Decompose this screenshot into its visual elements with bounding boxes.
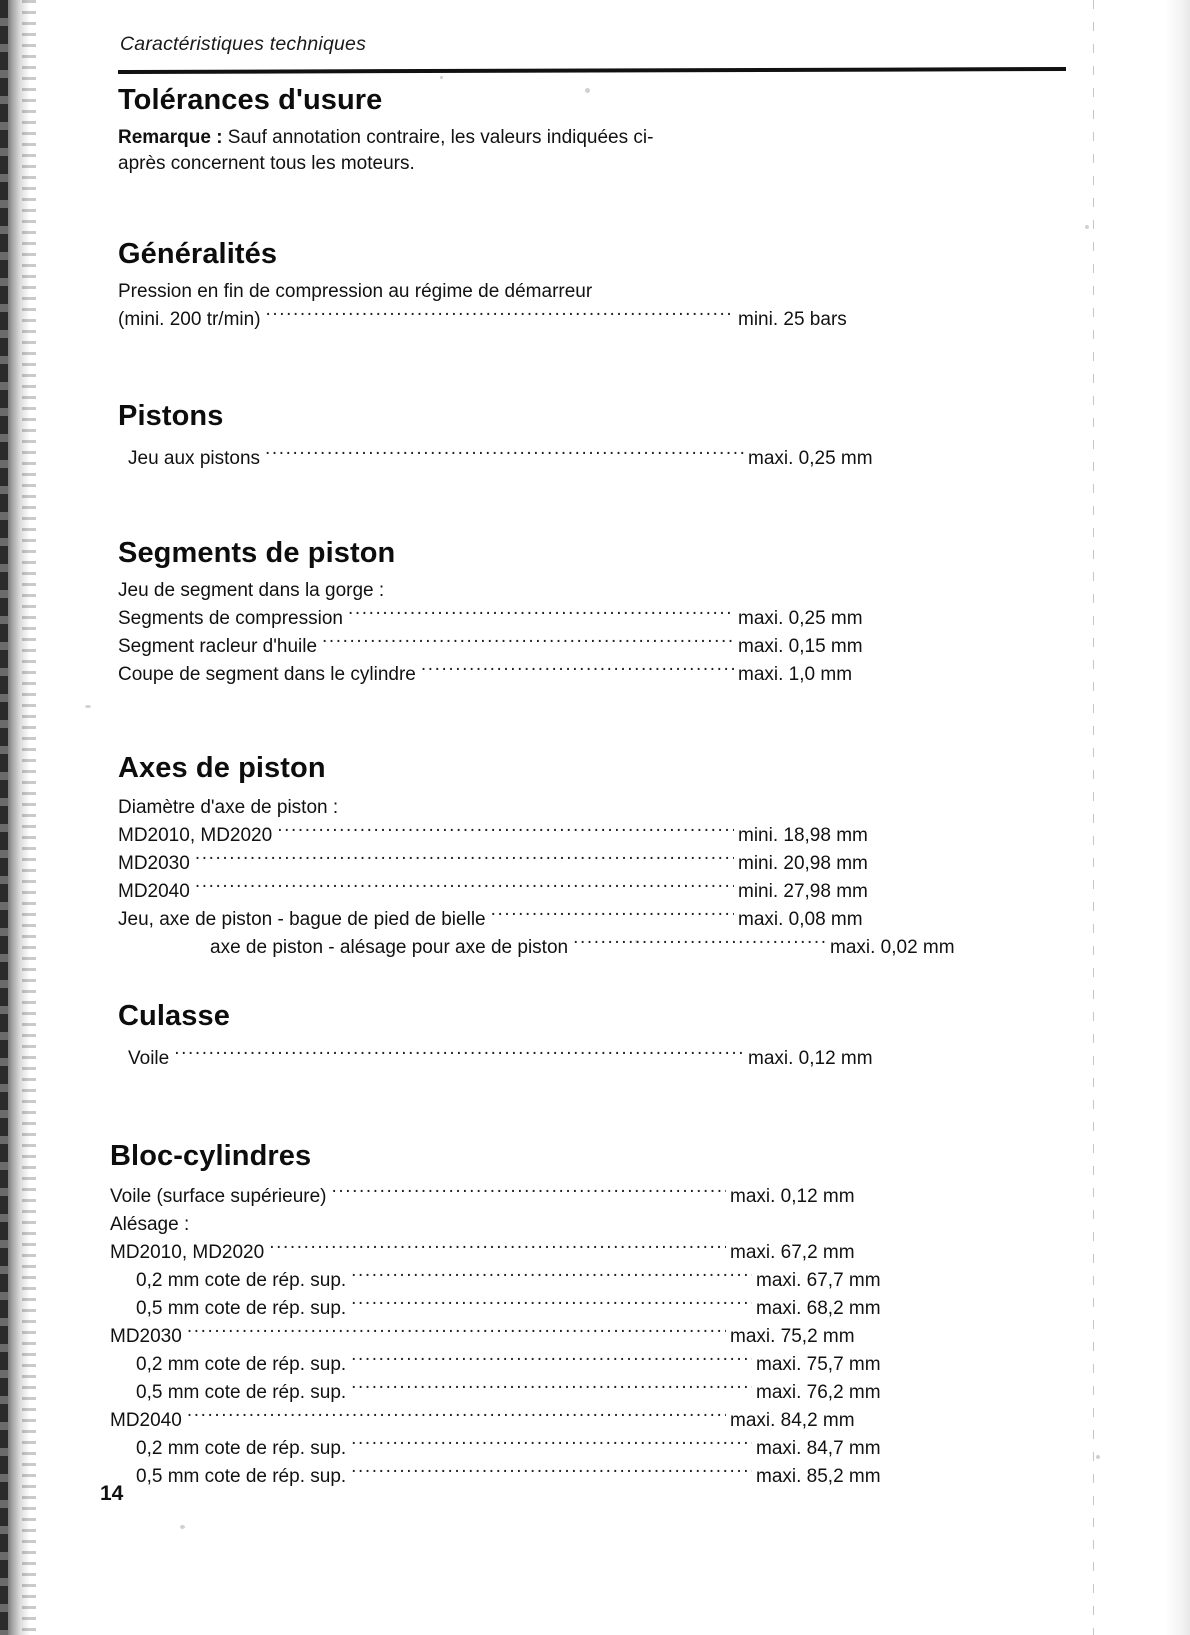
spec-row <box>110 1211 880 1239</box>
spec-label: 0,2 mm cote de rép. sup. <box>136 1353 347 1375</box>
section-title: Généralités <box>118 238 278 270</box>
dot-leader <box>195 878 734 897</box>
spec-label: 0,2 mm cote de rép. sup. <box>136 1269 347 1291</box>
section-pistons <box>118 400 1190 473</box>
spec-row <box>118 633 888 661</box>
spec-value: maxi. 68,2 mm <box>756 1297 881 1319</box>
section-intro: Pression en fin de compression au régime de démarreur <box>118 281 593 302</box>
dot-leader <box>265 445 744 464</box>
spec-label: Alésage : <box>110 1213 190 1235</box>
section-intro: Diamètre d'axe de piston : <box>118 797 339 818</box>
section-title: Segments de piston <box>118 537 396 569</box>
dot-leader <box>351 1267 752 1286</box>
spec-label: 0,2 mm cote de rép. sup. <box>136 1437 347 1459</box>
spec-row <box>118 906 888 934</box>
spec-label: MD2030 <box>118 852 190 874</box>
dot-leader <box>187 1323 726 1342</box>
dot-leader <box>195 850 734 869</box>
spec-row <box>110 1295 906 1323</box>
spec-row <box>110 1463 906 1491</box>
spec-row <box>110 1323 880 1351</box>
dot-leader <box>266 306 734 325</box>
spec-value: maxi. 0,12 mm <box>748 1048 873 1069</box>
spec-value: maxi. 75,2 mm <box>730 1325 855 1347</box>
section-tolerances-usure <box>118 84 1190 177</box>
spec-row <box>118 1045 898 1073</box>
spec-value: maxi. 84,2 mm <box>730 1409 855 1431</box>
spec-row <box>110 1267 906 1295</box>
spec-row <box>118 934 980 962</box>
dot-leader <box>194 1211 726 1230</box>
spec-label: Voile <box>128 1048 170 1069</box>
spec-row <box>110 1435 906 1463</box>
spec-label: MD2030 <box>110 1325 182 1347</box>
spec-row <box>118 445 898 473</box>
dot-leader <box>174 1045 744 1064</box>
dot-leader <box>421 661 734 680</box>
spec-value: maxi. 84,7 mm <box>756 1437 881 1459</box>
dot-leader <box>332 1183 727 1202</box>
header-rule <box>118 67 1066 74</box>
dot-leader <box>491 906 734 925</box>
running-head: Caractéristiques techniques <box>120 33 367 55</box>
spec-label: MD2040 <box>110 1409 182 1431</box>
spec-label: Voile (surface supérieure) <box>110 1186 327 1207</box>
spec-value: maxi. 0,02 mm <box>830 936 955 958</box>
spec-value: mini. 20,98 mm <box>738 852 868 874</box>
section-bloc-cylindres <box>110 1140 1190 1491</box>
spec-row <box>118 306 888 334</box>
spec-label: (mini. 200 tr/min) <box>118 308 261 330</box>
note-label: Remarque : <box>118 127 223 148</box>
spec-label: Coupe de segment dans le cylindre <box>118 663 416 685</box>
section-generalites <box>118 238 1190 334</box>
spec-label: axe de piston - alésage pour axe de piston <box>210 936 569 958</box>
dot-leader <box>573 934 826 953</box>
dot-leader <box>269 1239 726 1258</box>
spec-value: mini. 25 bars <box>738 308 847 330</box>
spec-value: maxi. 85,2 mm <box>756 1465 881 1487</box>
spec-label: MD2010, MD2020 <box>118 824 273 846</box>
spec-label: Jeu aux pistons <box>128 448 261 469</box>
spec-value: maxi. 0,15 mm <box>738 635 863 657</box>
spec-label: Segments de compression <box>118 607 343 629</box>
dot-leader <box>351 1379 752 1398</box>
dot-leader <box>348 605 734 624</box>
spec-row <box>118 661 888 689</box>
spec-value: maxi. 76,2 mm <box>756 1381 881 1403</box>
spec-value: maxi. 0,08 mm <box>738 908 863 930</box>
dot-leader <box>351 1351 752 1370</box>
section-title: Bloc-cylindres <box>110 1140 312 1172</box>
section-axes-piston <box>118 752 1190 962</box>
spec-value: maxi. 67,7 mm <box>756 1269 881 1291</box>
dot-leader <box>322 633 734 652</box>
spec-row <box>118 850 888 878</box>
spec-label: MD2040 <box>118 880 190 902</box>
spec-label: Segment racleur d'huile <box>118 635 318 657</box>
spec-label: 0,5 mm cote de rép. sup. <box>136 1297 347 1319</box>
spec-row <box>110 1239 880 1267</box>
section-intro: Jeu de segment dans la gorge : <box>118 580 385 601</box>
section-note <box>118 125 678 177</box>
spec-row <box>110 1379 906 1407</box>
spec-label: 0,5 mm cote de rép. sup. <box>136 1381 347 1403</box>
spec-value: maxi. 0,25 mm <box>738 607 863 629</box>
section-title: Pistons <box>118 400 224 432</box>
spec-label: 0,5 mm cote de rép. sup. <box>136 1465 347 1487</box>
section-segments-piston <box>118 537 1190 689</box>
spec-value: mini. 27,98 mm <box>738 880 868 902</box>
spec-value: maxi. 75,7 mm <box>756 1353 881 1375</box>
section-culasse <box>118 1000 1190 1073</box>
spec-row <box>110 1183 880 1211</box>
section-title: Axes de piston <box>118 752 326 784</box>
dot-leader <box>351 1435 752 1454</box>
spec-row <box>118 605 888 633</box>
spec-row <box>118 878 888 906</box>
page-number: 14 <box>100 1482 124 1505</box>
dot-leader <box>351 1463 752 1482</box>
spec-row <box>110 1407 880 1435</box>
section-title: Culasse <box>118 1000 230 1032</box>
spec-label: Jeu, axe de piston - bague de pied de bielle <box>118 908 486 930</box>
spec-label: MD2010, MD2020 <box>110 1241 265 1263</box>
spec-value: maxi. 0,12 mm <box>730 1186 855 1207</box>
spec-value: maxi. 67,2 mm <box>730 1241 855 1263</box>
dot-leader <box>277 822 734 841</box>
spec-value: maxi. 1,0 mm <box>738 663 853 685</box>
dot-leader <box>187 1407 726 1426</box>
section-title: Tolérances d'usure <box>118 84 383 116</box>
spec-row <box>110 1351 906 1379</box>
spec-value: mini. 18,98 mm <box>738 824 868 846</box>
dot-leader <box>351 1295 752 1314</box>
spec-value: maxi. 0,25 mm <box>748 448 873 469</box>
spec-row <box>118 822 888 850</box>
note-text: Sauf annotation contraire, les valeurs indiquées ci-après concernent tous les moteurs. <box>118 127 654 175</box>
